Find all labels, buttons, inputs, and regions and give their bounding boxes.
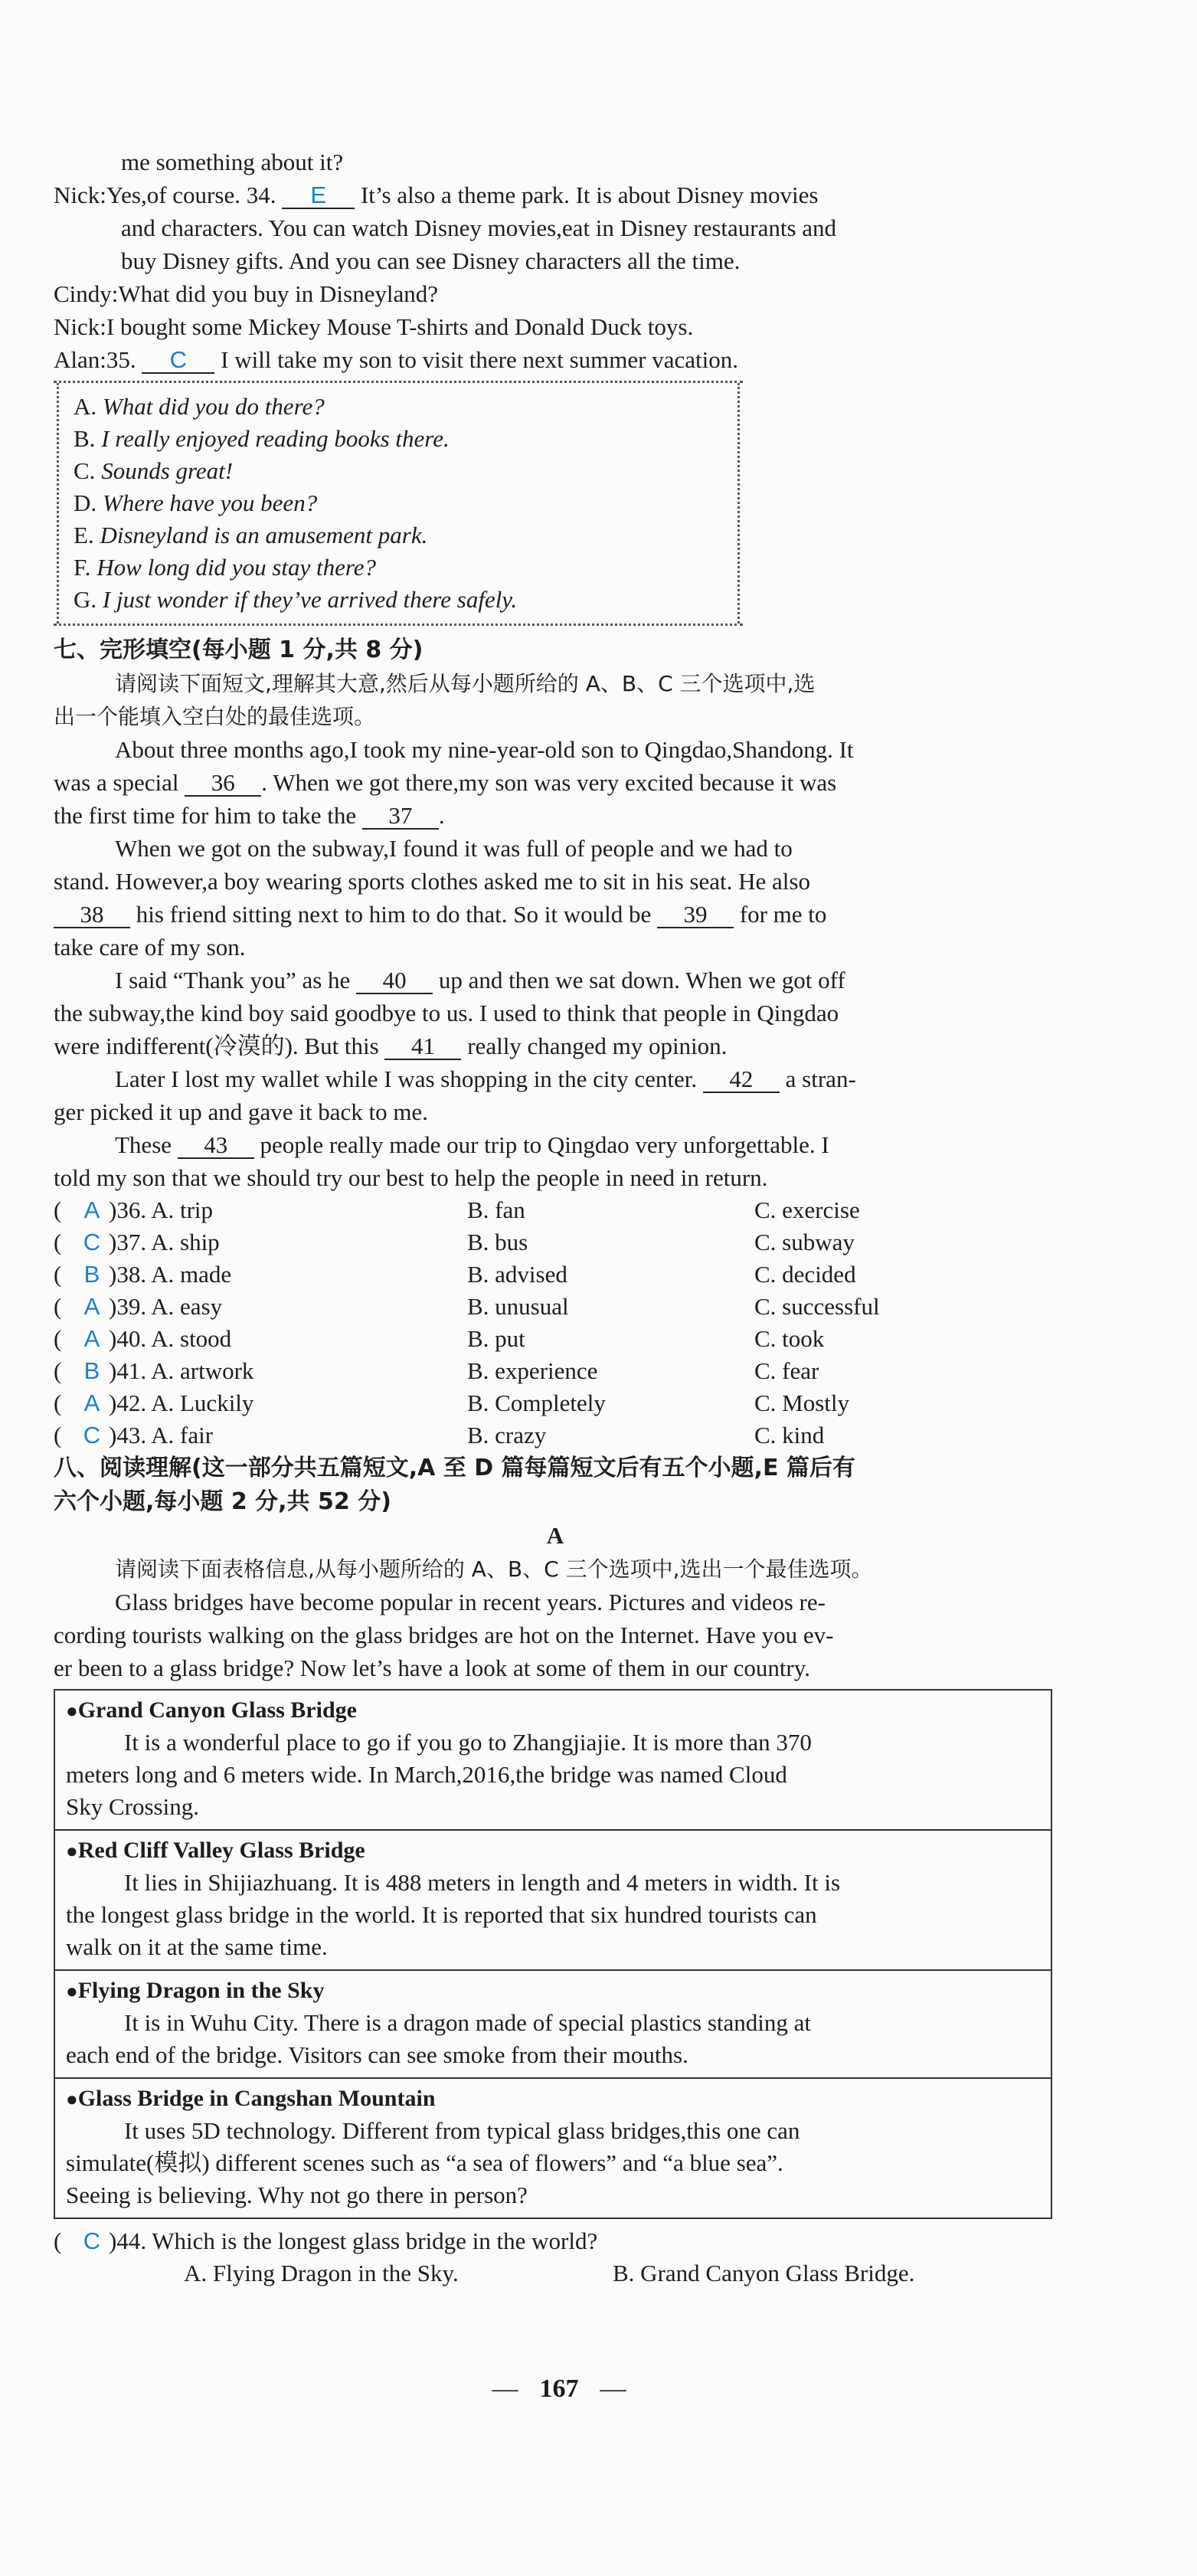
section-heading: 八、阅读理解(这一部分共五篇短文,A 至 D 篇每篇短文后有五个小题,E 篇后有 [54, 1455, 855, 1481]
answer-37: C [83, 1229, 101, 1255]
answer-34: E [282, 183, 355, 209]
passage-line: the subway,the kind boy said goodbye to us. I used to think that people in Qingdao [54, 1000, 839, 1026]
dialog-line [54, 178, 1057, 211]
dialog-line: buy Disney gifts. And you can see Disney characters all the time. [121, 247, 741, 274]
bridge-text: It lies in Shijiazhuang. It is 488 meters in length and 4 meters in width. It is [124, 1869, 841, 1896]
question-option-c: C. took [754, 1325, 825, 1352]
dialog-text: It’s also a theme park. It is about Disney movies [360, 182, 819, 208]
question-option-b: B. put [467, 1325, 525, 1352]
question-option-b: B. experience [467, 1357, 598, 1384]
dialog-line [54, 343, 1057, 376]
table-row [55, 2079, 1051, 2218]
option-item [74, 423, 724, 455]
passage-text: a stran- [785, 1065, 856, 1092]
option-text: Where have you been? [102, 489, 318, 516]
dialog-text: Alan:35. [54, 346, 136, 373]
dialog-line: Nick:I bought some Mickey Mouse T-shirts and Donald Duck toys. [54, 313, 694, 340]
option-text: Sounds great! [101, 457, 234, 484]
option-letter: A. [74, 393, 97, 420]
option-text: I really enjoyed reading books there. [101, 425, 450, 452]
bullet-icon: ● [66, 1700, 78, 1722]
table-row [55, 1691, 1051, 1831]
option-text: Disneyland is an amusement park. [100, 522, 428, 548]
passage-text: . When we got there,my son was very excited because it was [261, 769, 837, 796]
question-option-c: C. successful [754, 1293, 880, 1320]
question-option-c: C. kind [754, 1422, 825, 1448]
option-text: I just wonder if they’ve arrived there safely. [102, 586, 518, 613]
passage-line [54, 898, 1057, 931]
bridge-title: Red Cliff Valley Glass Bridge [77, 1838, 365, 1863]
options-box [54, 381, 743, 626]
dialog-text: Nick:Yes,of course. 34. [54, 182, 276, 208]
option-item [74, 584, 724, 616]
blank-40: 40 [356, 968, 433, 994]
part-label: A [546, 1522, 564, 1549]
bullet-icon: ● [66, 1840, 78, 1862]
blank-41: 41 [384, 1034, 461, 1060]
answer-43: C [83, 1422, 101, 1448]
dialog-text: I will take my son to visit there next summer vacation. [221, 346, 738, 373]
question-option-a: A. Flying Dragon in the Sky. [184, 2260, 459, 2286]
bridge-text: each end of the bridge. Visitors can see smoke from their mouths. [66, 2041, 688, 2068]
passage-line: stand. However,a boy wearing sports clothes asked me to sit in his seat. He also [54, 868, 810, 895]
bridge-text: Seeing is believing. Why not go there in person? [66, 2182, 528, 2208]
blank-37: 37 [362, 804, 439, 830]
question-option-c: C. decided [754, 1261, 856, 1288]
option-item [74, 455, 724, 487]
question-option-b: B. Completely [467, 1389, 606, 1416]
question-option-a: )38. A. made [109, 1261, 232, 1288]
passage-line [54, 1062, 1057, 1095]
passage-text: I said “Thank you” as he [115, 967, 351, 993]
instructions: 出一个能填入空白处的最佳选项。 [54, 704, 376, 729]
table-row [55, 1971, 1051, 2079]
bullet-icon: ● [66, 1980, 78, 2002]
answer-35: C [142, 348, 214, 374]
question-option-b: B. crazy [467, 1422, 547, 1448]
passage-text: was a special [54, 769, 179, 796]
bridge-text: It is in Wuhu City. There is a dragon made of special plastics standing at [124, 2009, 811, 2036]
question-option-a: )43. A. fair [109, 1422, 214, 1448]
question-option-a: )36. A. trip [109, 1196, 214, 1223]
question-option-b: B. advised [467, 1261, 567, 1288]
question-row: ( C )37. A. ship B. bus C. subway [54, 1226, 1057, 1259]
dialog-line: and characters. You can watch Disney movies,eat in Disney restaurants and [121, 214, 837, 241]
question-option-b: B. Grand Canyon Glass Bridge. [613, 2260, 915, 2286]
passage-text: his friend sitting next to him to do that. So it would be [136, 901, 652, 928]
passage-text: were indifferent(冷漠的). But this [54, 1033, 379, 1059]
answer-40: A [83, 1325, 100, 1352]
bridge-title: Grand Canyon Glass Bridge [77, 1697, 357, 1723]
question-option-b: B. unusual [467, 1293, 569, 1320]
question-option-b: B. fan [467, 1196, 525, 1223]
bridge-text: simulate(模拟) different scenes such as “a sea of flowers” and “a blue sea”. [66, 2149, 783, 2176]
question-option-c: C. Mostly [754, 1389, 850, 1416]
passage-line: take care of my son. [54, 934, 246, 961]
page-number: — 167 — [492, 2375, 626, 2403]
option-text: What did you do there? [102, 393, 325, 420]
bridge-title: Glass Bridge in Cangshan Mountain [77, 2086, 436, 2111]
passage-line [54, 799, 1057, 832]
page-content [54, 146, 1057, 2290]
option-letter: D. [74, 489, 97, 516]
option-item [74, 391, 724, 423]
question-44-options [54, 2257, 1057, 2290]
passage-text: people really made our trip to Qingdao very unforgettable. I [260, 1131, 829, 1158]
question-option-c: C. fear [754, 1357, 819, 1384]
page-number-text: 167 [539, 2375, 579, 2403]
question-44: ( C )44. Which is the longest glass bridge in the world? [54, 2225, 1057, 2257]
answer-42: A [83, 1389, 100, 1416]
blank-39: 39 [657, 902, 734, 928]
passage-line [54, 766, 1057, 799]
dialog-line: Cindy:What did you buy in Disneyland? [54, 280, 438, 307]
passage-text: for me to [739, 901, 827, 928]
passage-line [54, 1029, 1057, 1062]
bullet-icon: ● [66, 2088, 78, 2110]
option-item [74, 552, 724, 584]
blank-36: 36 [185, 771, 261, 797]
question-option-c: C. subway [754, 1229, 855, 1255]
option-item [74, 487, 724, 519]
section-heading: 六个小题,每小题 2 分,共 52 分) [54, 1488, 391, 1515]
answer-41: B [83, 1357, 100, 1384]
answer-39: A [83, 1293, 100, 1320]
option-text: How long did you stay there? [96, 554, 377, 581]
question-row: ( A )40. A. stood B. put C. took [54, 1323, 1057, 1355]
instructions: 请阅读下面短文,理解其大意,然后从每小题所给的 A、B、C 三个选项中,选 [115, 671, 816, 696]
passage-text: . [438, 802, 445, 829]
passage-line: told my son that we should try our best to help the people in need in return. [54, 1164, 768, 1191]
question-row: ( A )39. A. easy B. unusual C. successful [54, 1291, 1057, 1323]
bridge-text: It uses 5D technology. Different from typical glass bridges,this one can [124, 2117, 800, 2144]
passage-line [54, 1128, 1057, 1161]
question-option-a: )41. A. artwork [109, 1357, 254, 1384]
passage-text: up and then we sat down. When we got off [438, 967, 845, 993]
blank-38: 38 [54, 902, 130, 928]
bridge-text: walk on it at the same time. [66, 1933, 328, 1960]
passage-line: Glass bridges have become popular in recent years. Pictures and videos re- [115, 1589, 826, 1615]
question-option-a: )39. A. easy [109, 1293, 223, 1320]
question-option-a: )37. A. ship [109, 1229, 220, 1255]
question-row: ( A )42. A. Luckily B. Completely C. Mostly [54, 1387, 1057, 1419]
option-item [74, 519, 724, 552]
dialog-line: me something about it? [121, 149, 344, 175]
option-letter: E. [74, 522, 94, 548]
passage-text: These [115, 1131, 172, 1158]
bridge-table [54, 1689, 1052, 2219]
option-letter: B. [74, 425, 96, 452]
question-row: ( B )41. A. artwork B. experience C. fear [54, 1355, 1057, 1387]
bridge-text: the longest glass bridge in the world. It is reported that six hundred tourists can [66, 1901, 817, 1928]
bridge-title: Flying Dragon in the Sky [77, 1978, 325, 2003]
question-option-a: )40. A. stood [109, 1325, 232, 1352]
option-letter: C. [74, 457, 96, 484]
blank-43: 43 [178, 1133, 254, 1159]
question-row: ( C )43. A. fair B. crazy C. kind [54, 1419, 1057, 1452]
question-row: ( B )38. A. made B. advised C. decided [54, 1259, 1057, 1291]
question-option-a: )42. A. Luckily [109, 1389, 254, 1416]
passage-text: Later I lost my wallet while I was shopping in the city center. [115, 1065, 698, 1092]
instructions: 请阅读下面表格信息,从每小题所给的 A、B、C 三个选项中,选出一个最佳选项。 [115, 1556, 873, 1582]
passage-line: cording tourists walking on the glass bridges are hot on the Internet. Have you ev- [54, 1622, 834, 1648]
answer-44: C [83, 2227, 101, 2254]
bridge-text: meters long and 6 meters wide. In March,2016,the bridge was named Cloud [66, 1761, 787, 1788]
passage-line: When we got on the subway,I found it was full of people and we had to [115, 835, 793, 862]
table-row [55, 1831, 1051, 1971]
answer-38: B [83, 1261, 100, 1288]
question-row: ( A )36. A. trip B. fan C. exercise [54, 1194, 1057, 1226]
passage-text: really changed my opinion. [467, 1033, 728, 1059]
passage-line [54, 964, 1057, 997]
passage-line: er been to a glass bridge? Now let’s have a look at some of them in our country. [54, 1655, 810, 1681]
question-stem: )44. Which is the longest glass bridge in the world? [109, 2227, 598, 2254]
blank-42: 42 [703, 1067, 780, 1093]
section-heading: 七、完形填空(每小题 1 分,共 8 分) [54, 637, 424, 663]
passage-line: ger picked it up and gave it back to me. [54, 1098, 428, 1125]
option-letter: G. [74, 586, 97, 613]
question-option-c: C. exercise [754, 1196, 860, 1223]
bridge-text: Sky Crossing. [66, 1793, 199, 1820]
answer-36: A [83, 1196, 100, 1223]
option-letter: F. [74, 554, 91, 581]
passage-text: the first time for him to take the [54, 802, 357, 829]
question-option-b: B. bus [467, 1229, 528, 1255]
passage-line: About three months ago,I took my nine-year-old son to Qingdao,Shandong. It [115, 736, 854, 763]
bridge-text: It is a wonderful place to go if you go to Zhangjiajie. It is more than 370 [124, 1729, 812, 1756]
question-list [54, 1194, 1057, 1452]
